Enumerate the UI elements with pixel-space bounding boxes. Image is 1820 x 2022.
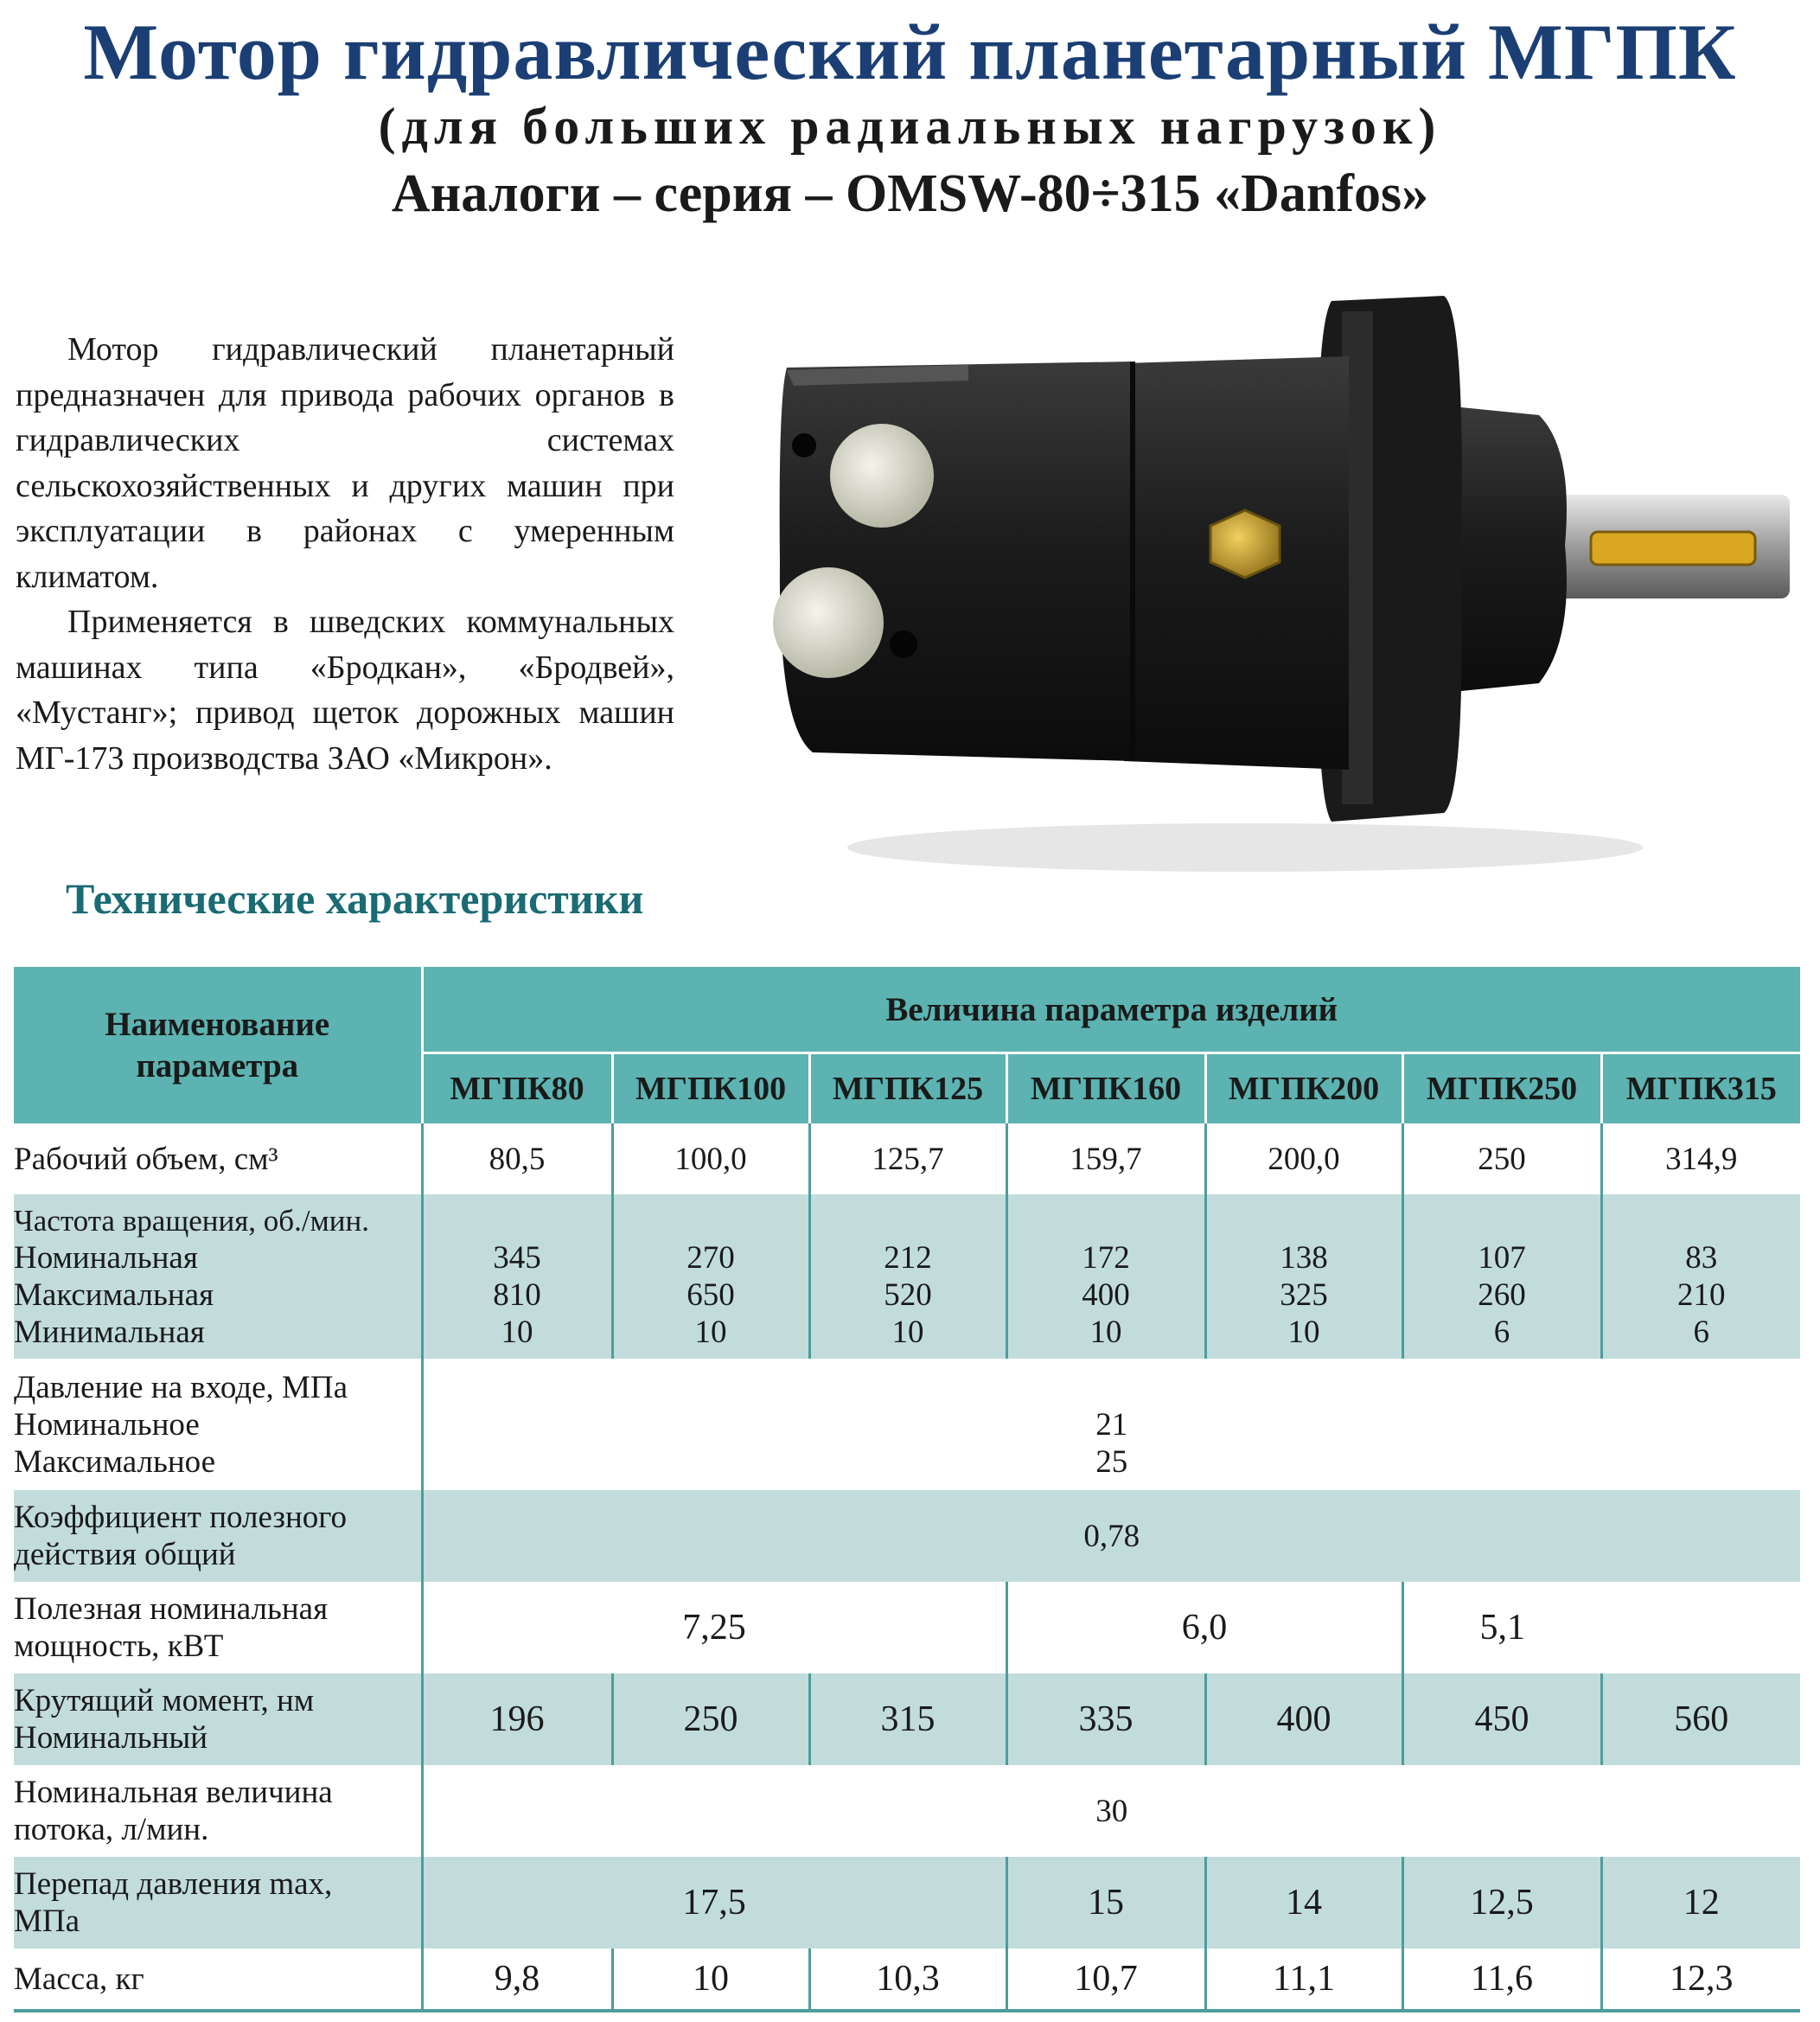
table-cell: 250 (612, 1673, 809, 1765)
table-cell: 125,7 (809, 1123, 1006, 1194)
analogs-line: Аналоги – серия – OMSW-80÷315 «Danfos» (391, 164, 1429, 223)
model-header-125: МГПК125 (809, 1053, 1006, 1124)
power-value-1: 7,25 (422, 1582, 1006, 1673)
flow-label-line-1: Номинальная величина (14, 1775, 333, 1810)
mass-label: Масса, кг (14, 1948, 422, 2011)
torque-label (14, 1673, 422, 1765)
power-label-line-1: Полезная номинальная (14, 1591, 329, 1627)
efficiency-label-line-2: действия общий (14, 1537, 236, 1572)
table-cell (1205, 1194, 1402, 1359)
speed-nominal: 270 (686, 1240, 735, 1276)
pressure-drop-value-1: 17,5 (422, 1857, 1006, 1948)
param-name-header (14, 967, 422, 1123)
model-header-315: МГПК315 (1601, 1053, 1800, 1124)
efficiency-value: 0,78 (422, 1490, 1800, 1582)
table-cell: 335 (1006, 1673, 1205, 1765)
table-cell: 11,6 (1402, 1948, 1601, 2011)
param-name-header-text: Наименование параметра (105, 1005, 330, 1085)
speed-nominal-label: Номинальная (14, 1240, 198, 1276)
speed-nominal: 172 (1082, 1240, 1130, 1276)
pressure-label (14, 1359, 422, 1490)
speed-max: 325 (1280, 1277, 1328, 1313)
speed-min: 6 (1493, 1315, 1510, 1350)
row-flow (14, 1765, 1800, 1857)
table-cell (422, 1194, 612, 1359)
description-paragraph-1: Мотор гидравлический планетарный предназначен для привода рабочих органов в гидравлических системах сельскохозяйственных и других машин при эксплуатации в районах с умеренным климатом. (16, 331, 674, 595)
speed-max: 520 (884, 1277, 932, 1313)
speed-min: 6 (1693, 1315, 1710, 1350)
speed-max: 400 (1082, 1277, 1130, 1313)
table-cell (612, 1194, 809, 1359)
page-subtitle: (для больших радиальных нагрузок) (378, 98, 1442, 155)
pressure-nominal: 21 (1095, 1406, 1128, 1443)
table-cell: 450 (1402, 1673, 1601, 1765)
row-efficiency (14, 1490, 1800, 1582)
model-header-200: МГПК200 (1205, 1053, 1402, 1124)
speed-label (14, 1194, 422, 1359)
pressure-title: Давление на входе, МПа (14, 1369, 348, 1405)
pressure-drop-label-line-2: МПа (14, 1904, 80, 1939)
table-cell: 400 (1205, 1673, 1402, 1765)
motor-photo (761, 277, 1816, 882)
model-header-250: МГПК250 (1402, 1053, 1601, 1124)
table-cell: 12,3 (1601, 1948, 1800, 2011)
flow-value: 30 (422, 1765, 1800, 1857)
flow-label-line-2: потока, л/мин. (14, 1812, 209, 1847)
table-cell: 10,3 (809, 1948, 1006, 2011)
row-speed (14, 1194, 1800, 1359)
table-cell: 560 (1601, 1673, 1800, 1765)
efficiency-label-line-1: Коэффициент полезного (14, 1500, 348, 1535)
value-group-header: Величина параметра изделий (422, 967, 1800, 1053)
table-cell: 159,7 (1006, 1123, 1205, 1194)
speed-max-label: Максимальная (14, 1277, 214, 1313)
power-value-3: 5,1 (1402, 1582, 1601, 1673)
table-cell: 9,8 (422, 1948, 612, 2011)
specs-table (14, 967, 1800, 2012)
table-cell: 315 (809, 1673, 1006, 1765)
volume-label: Рабочий объем, см³ (14, 1123, 422, 1194)
table-cell (1601, 1582, 1800, 1673)
table-cell: 314,9 (1601, 1123, 1800, 1194)
pressure-values (422, 1359, 1800, 1490)
table-cell (1601, 1194, 1800, 1359)
row-volume (14, 1123, 1800, 1194)
flow-label (14, 1765, 422, 1857)
table-cell (1402, 1194, 1601, 1359)
torque-label-line-1: Крутящий момент, нм (14, 1683, 315, 1718)
row-mass (14, 1948, 1800, 2011)
table-cell: 250 (1402, 1123, 1601, 1194)
model-header-160: МГПК160 (1006, 1053, 1205, 1124)
pressure-max: 25 (1095, 1443, 1128, 1480)
pressure-drop-value-5: 12 (1601, 1857, 1800, 1948)
description-paragraph-2: Применяется в шведских коммунальных машинах типа «Бродкан», «Бродвей», «Мустанг»; привод щеток дорожных машин МГ-173 производства ЗАО «Микрон». (16, 604, 674, 777)
pressure-drop-value-4: 12,5 (1402, 1857, 1601, 1948)
table-cell: 11,1 (1205, 1948, 1402, 2011)
speed-title: Частота вращения, об./мин. (14, 1204, 369, 1238)
speed-min-label: Минимальная (14, 1315, 205, 1350)
pressure-drop-label (14, 1857, 422, 1948)
row-pressure-drop (14, 1857, 1800, 1948)
pressure-drop-value-2: 15 (1006, 1857, 1205, 1948)
speed-nominal: 83 (1685, 1240, 1718, 1276)
row-pressure (14, 1359, 1800, 1490)
model-header-100: МГПК100 (612, 1053, 809, 1124)
pressure-drop-value-3: 14 (1205, 1857, 1402, 1948)
table-cell: 200,0 (1205, 1123, 1402, 1194)
table-cell: 196 (422, 1673, 612, 1765)
page-title: Мотор гидравлический планетарный МГПК (83, 8, 1737, 96)
speed-min: 10 (891, 1315, 924, 1350)
power-label-line-2: мощность, кВТ (14, 1628, 224, 1664)
header-row-1 (14, 967, 1800, 1053)
pressure-nominal-label: Номинальное (14, 1406, 200, 1443)
table-cell (1006, 1194, 1205, 1359)
description (16, 327, 674, 781)
speed-nominal: 138 (1280, 1240, 1328, 1276)
table-cell: 80,5 (422, 1123, 612, 1194)
speed-min: 10 (501, 1315, 533, 1350)
speed-min: 10 (1089, 1315, 1122, 1350)
speed-max: 810 (493, 1277, 541, 1313)
speed-max: 650 (686, 1277, 735, 1313)
model-header-80: МГПК80 (422, 1053, 612, 1124)
speed-nominal: 212 (884, 1240, 932, 1276)
speed-min: 10 (694, 1315, 727, 1350)
speed-min: 10 (1287, 1315, 1320, 1350)
power-value-2: 6,0 (1006, 1582, 1402, 1673)
torque-label-line-2: Номинальный (14, 1720, 208, 1756)
specs-title: Технические характеристики (66, 874, 644, 923)
pressure-max-label: Максимальное (14, 1443, 216, 1480)
table-cell: 100,0 (612, 1123, 809, 1194)
table-cell: 10 (612, 1948, 809, 2011)
pressure-drop-label-line-1: Перепад давления max, (14, 1866, 333, 1902)
power-label (14, 1582, 422, 1673)
row-power (14, 1582, 1800, 1673)
row-torque (14, 1673, 1800, 1765)
table-cell: 10,7 (1006, 1948, 1205, 2011)
speed-nominal: 345 (493, 1240, 541, 1276)
speed-max: 210 (1677, 1277, 1726, 1313)
efficiency-label (14, 1490, 422, 1582)
speed-nominal: 107 (1478, 1240, 1526, 1276)
speed-max: 260 (1478, 1277, 1526, 1313)
table-cell (809, 1194, 1006, 1359)
